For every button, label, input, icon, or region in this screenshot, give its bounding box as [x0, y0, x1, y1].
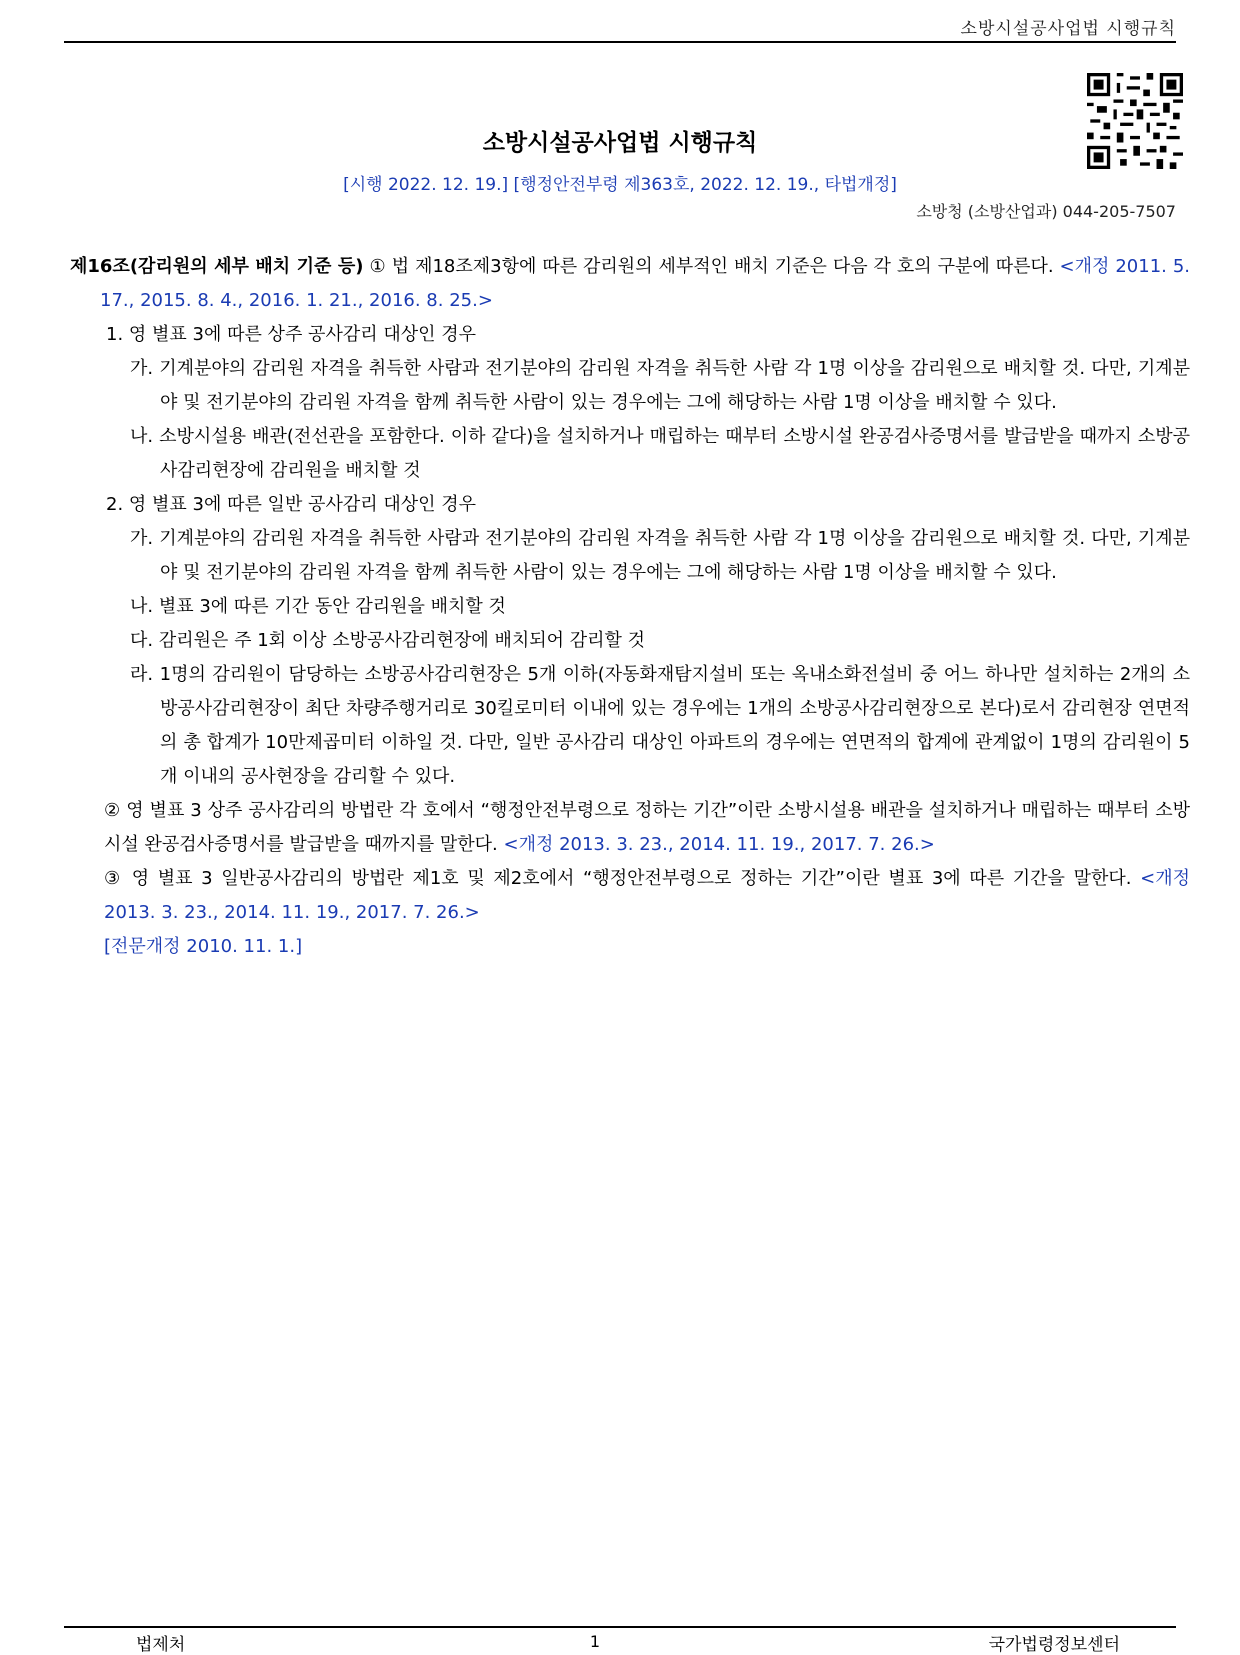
item-2-ga: 가. 기계분야의 감리원 자격을 취득한 사람과 전기분야의 감리원 자격을 취득한 사람 각 1명 이상을 감리원으로 배치할 것. 다만, 기계분야 및 전기분야의 감리원 자격을 함께 취득한 사람이 있는 경우에는 그에 해당하는 사람 1명 이상을 배치할 수 있다.	[130, 528, 1190, 583]
clause-2	[70, 794, 1190, 862]
item-1: 1. 영 별표 3에 따른 상주 공사감리 대상인 경우	[106, 324, 476, 345]
header-rule	[64, 41, 1176, 43]
revision-note: <개정 2013. 3. 23., 2014. 11. 19., 2017. 7. 26.>	[104, 868, 1190, 923]
item-2-ra: 라. 1명의 감리원이 담당하는 소방공사감리현장은 5개 이하(자동화재탐지설비 또는 옥내소화전설비 중 어느 하나만 설치하는 2개의 소방공사감리현장이 최단 차량주행거리로 30킬로미터 이내에 있는 경우에는 1개의 소방공사감리현장으로 본다)로서 감리현장 연면적의 총 합계가 10만제곱미터 이하일 것. 다만, 일반 공사감리 대상인 아파트의 경우에는 연면적의 합계에 관계없이 1명의 감리원이 5개 이내의 공사현장을 감리할 수 있다.	[130, 664, 1190, 787]
running-header: 소방시설공사업법 시행규칙	[960, 19, 1176, 39]
footer-source: 법제처	[136, 1635, 186, 1655]
item-2-na: 나. 별표 3에 따른 기간 동안 감리원을 배치할 것	[130, 596, 506, 617]
clause-3-text: ③ 영 별표 3 일반공사감리의 방법란 제1호 및 제2호에서 “행정안전부령으로 정하는 기간”이란 별표 3에 따른 기간을 말한다.	[104, 868, 1132, 889]
clause-3	[70, 862, 1190, 930]
item-2-da: 다. 감리원은 주 1회 이상 소방공사감리현장에 배치되어 감리할 것	[130, 630, 646, 651]
item-1-ga: 가. 기계분야의 감리원 자격을 취득한 사람과 전기분야의 감리원 자격을 취득한 사람 각 1명 이상을 감리원으로 배치할 것. 다만, 기계분야 및 전기분야의 감리원 자격을 함께 취득한 사람이 있는 경우에는 그에 해당하는 사람 1명 이상을 배치할 수 있다.	[130, 358, 1190, 413]
clause-2-text: ② 영 별표 3 상주 공사감리의 방법란 각 호에서 “행정안전부령으로 정하는 기간”이란 소방시설용 배관을 설치하거나 매립하는 때부터 소방시설 완공검사증명서를 발급받을 때까지를 말한다.	[104, 800, 1190, 855]
article-title: 제16조(감리원의 세부 배치 기준 등)	[70, 256, 364, 277]
document-title: 소방시설공사업법 시행규칙	[482, 130, 758, 156]
article-intro	[70, 250, 1190, 318]
revision-note: <개정 2013. 3. 23., 2014. 11. 19., 2017. 7. 26.>	[503, 834, 935, 855]
clause-1-text: ① 법 제18조제3항에 따른 감리원의 세부적인 배치 기준은 다음 각 호의 구분에 따른다.	[369, 256, 1054, 277]
footer-publisher: 국가법령정보센터	[988, 1635, 1120, 1655]
ministry-contact: 소방청 (소방산업과) 044-205-7507	[916, 202, 1176, 221]
page-number: 1	[589, 1632, 601, 1651]
article-body	[70, 250, 1190, 964]
enforcement-info: [시행 2022. 12. 19.] [행정안전부령 제363호, 2022. 12. 19., 타법개정]	[343, 175, 897, 195]
item-1-na: 나. 소방시설용 배관(전선관을 포함한다. 이하 같다)을 설치하거나 매립하는 때부터 소방시설 완공검사증명서를 발급받을 때까지 소방공사감리현장에 감리원을 배치할 것	[130, 426, 1190, 481]
footer-rule	[64, 1626, 1176, 1628]
revision-note: <개정 2011. 5. 17., 2015. 8. 4., 2016. 1. 21., 2016. 8. 25.>	[100, 256, 1190, 311]
full-revision-note: [전문개정 2010. 11. 1.]	[104, 936, 303, 957]
item-2: 2. 영 별표 3에 따른 일반 공사감리 대상인 경우	[106, 494, 476, 515]
